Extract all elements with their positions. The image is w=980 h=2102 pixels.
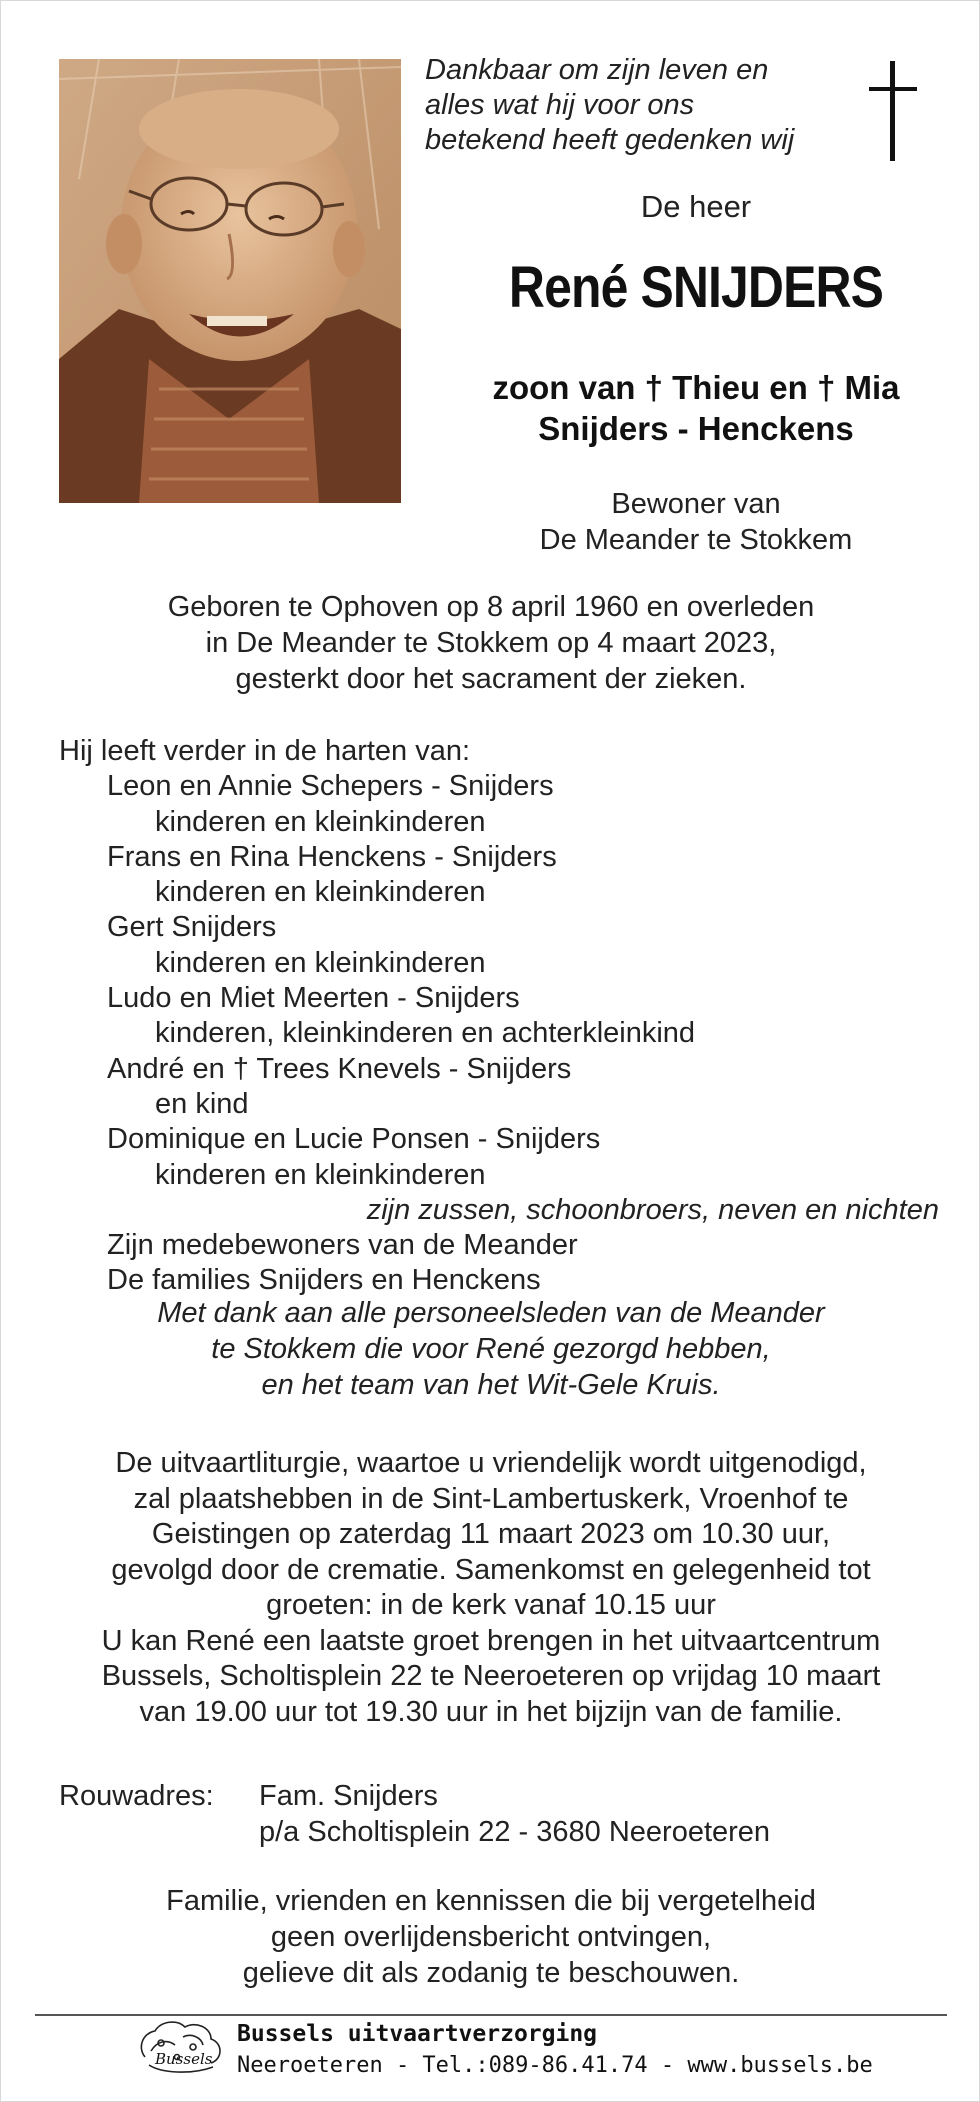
survivor-extra: Zijn medebewoners van de Meander — [107, 1229, 578, 1262]
opening-verse-line: betekend heeft gedenken wij — [425, 124, 795, 156]
closing-note-line: Familie, vrienden en kennissen die bij vergetelheid — [166, 1885, 816, 1917]
survivor-family: Gert Snijders — [107, 911, 277, 944]
service-line: van 19.00 uur tot 19.30 uur in het bijzijn van de familie. — [139, 1695, 843, 1728]
latin-cross-icon — [863, 61, 923, 166]
service-line: groeten: in de kerk vanaf 10.15 uur — [266, 1589, 716, 1621]
survivor-family: Leon en Annie Schepers - Snijders — [107, 770, 554, 803]
closing-note-line: gelieve dit als zodanig te beschouwen. — [242, 1957, 740, 1989]
survivor-descendants: kinderen en kleinkinderen — [155, 876, 486, 909]
title-prefix: De heer — [640, 189, 752, 224]
thanks-line: Met dank aan alle personeelsleden van de Meander — [157, 1297, 825, 1329]
birth-death-line: Geboren te Ophoven op 8 april 1960 en overleden — [167, 591, 815, 623]
survivors-heading: Hij leeft verder in de harten van: — [59, 735, 471, 767]
mourning-address-label: Rouwadres: — [59, 1780, 214, 1812]
mourning-address-value — [259, 1778, 770, 1850]
opening-verse-line: alles wat hij voor ons — [425, 89, 695, 121]
opening-verse — [425, 53, 845, 158]
service-line: Geistingen op zaterdag 11 maart 2023 om 10.30 uur, — [151, 1518, 831, 1550]
service-line: Bussels, Scholtisplein 22 te Neeroeteren op vrijdag 10 maart — [101, 1660, 881, 1692]
survivor-descendants: kinderen en kleinkinderen — [155, 1158, 486, 1191]
service-line: gevolgd door de crematie. Samenkomst en gelegenheid tot — [111, 1553, 871, 1586]
opening-verse-line: Dankbaar om zijn leven en — [425, 54, 769, 86]
closing-note — [41, 1883, 941, 1991]
residence — [411, 486, 980, 558]
parents — [411, 367, 980, 449]
logo-wordmark: Bussels — [155, 2050, 213, 2068]
survivor-family: Dominique en Lucie Ponsen - Snijders — [107, 1123, 601, 1156]
address-line: Fam. Snijders — [259, 1780, 438, 1812]
survivor-family: André en † Trees Knevels - Snijders — [107, 1052, 572, 1085]
thanks-line: te Stokkem die voor René gezorgd hebben, — [211, 1333, 771, 1365]
survivors-list — [59, 734, 939, 1299]
relatives-line: zijn zussen, schoonbroers, neven en nichten — [366, 1193, 939, 1226]
birth-death-line: in De Meander te Stokkem op 4 maart 2023, — [205, 627, 777, 659]
portrait-photo — [59, 59, 401, 503]
thanks-note — [41, 1295, 941, 1403]
address-line: p/a Scholtisplein 22 - 3680 Neeroeteren — [259, 1816, 771, 1848]
survivor-descendants: kinderen en kleinkinderen — [155, 946, 486, 979]
footer-divider — [35, 2014, 947, 2016]
closing-note-line: geen overlijdensbericht ontvingen, — [270, 1921, 712, 1953]
service-line: zal plaatshebben in de Sint-Lambertuskerk, Vroenhof te — [133, 1482, 849, 1515]
deceased-name: René SNIJDERS — [508, 255, 884, 320]
survivor-descendants: kinderen en kleinkinderen — [155, 805, 486, 838]
residence-line: Bewoner van — [611, 488, 781, 520]
thanks-line: en het team van het Wit-Gele Kruis. — [261, 1369, 721, 1401]
bussels-logo — [131, 2017, 227, 2088]
funeral-company-name: Bussels uitvaartverzorging — [237, 2021, 598, 2047]
funeral-company-contact: Neeroeteren - Tel.:089-86.41.74 - www.bussels.be — [237, 2053, 873, 2078]
survivor-extra: De families Snijders en Henckens — [107, 1264, 541, 1297]
survivor-family: Ludo en Miet Meerten - Snijders — [107, 982, 520, 1015]
parents-line: zoon van † Thieu en † Mia — [492, 369, 900, 406]
service-line: U kan René een laatste groet brengen in het uitvaartcentrum — [101, 1624, 881, 1657]
survivor-descendants: en kind — [155, 1087, 249, 1120]
residence-line: De Meander te Stokkem — [539, 524, 853, 556]
service-line: De uitvaartliturgie, waartoe u vriendelijk wordt uitgenodigd, — [115, 1447, 867, 1479]
birth-death-line: gesterkt door het sacrament der zieken. — [235, 663, 747, 695]
parents-line: Snijders - Henckens — [538, 410, 854, 447]
survivor-descendants: kinderen, kleinkinderen en achterkleinkind — [155, 1017, 696, 1050]
funeral-service-details — [41, 1446, 941, 1730]
birth-death-details — [41, 589, 941, 697]
survivor-family: Frans en Rina Henckens - Snijders — [107, 840, 557, 873]
